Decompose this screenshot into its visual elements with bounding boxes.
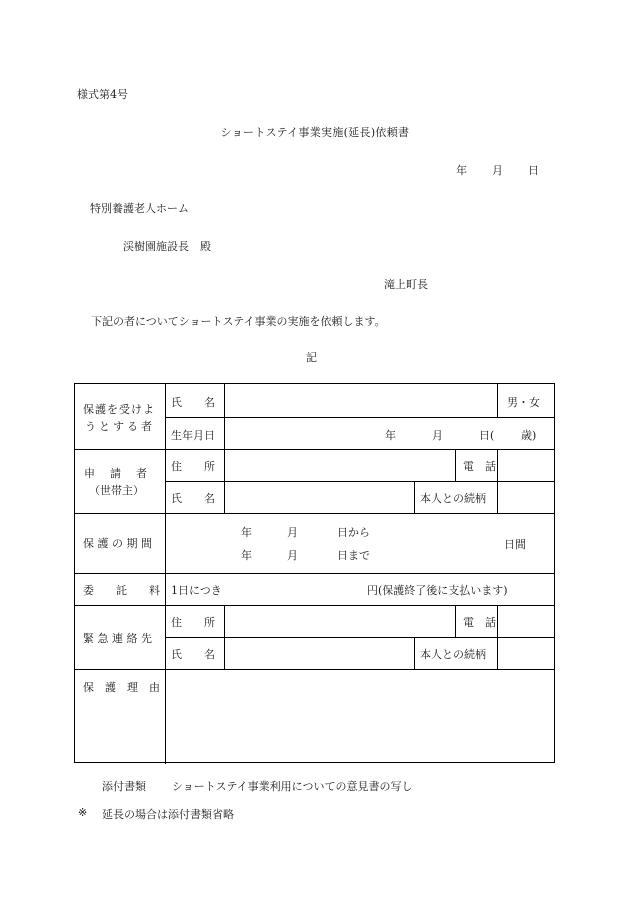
applicant-relation-label: 本人との続柄 [420, 492, 486, 505]
applicant-name-label: 氏 名 [171, 492, 215, 505]
sender-name: 滝上町長 [384, 278, 428, 291]
addressee-facility-type: 特別養護老人ホーム [90, 202, 189, 215]
period-end-year: 年 [241, 549, 252, 562]
recipient-birthdate-label: 生年月日 [171, 429, 215, 442]
applicant-phone-label: 電 話 [463, 460, 496, 473]
period-start-month: 月 [287, 526, 298, 539]
date-year-label: 年 [456, 164, 467, 177]
ki-heading: 記 [306, 351, 317, 364]
recipient-label-line1: 保護を受けよ [83, 403, 155, 416]
recipient-name-field[interactable] [225, 385, 496, 416]
form-number: 様式第4号 [77, 88, 128, 101]
applicant-label-line1: 申 請 者 [84, 467, 149, 480]
request-form-table [74, 383, 555, 763]
period-start-day: 日から [337, 526, 370, 539]
period-end-month: 月 [287, 549, 298, 562]
fee-amount-note: 円(保護終了後に支払います) [367, 584, 508, 597]
birth-day-label: 日( [479, 429, 495, 442]
reason-field[interactable] [167, 671, 553, 761]
period-label: 保 護 の 期 間 [83, 537, 152, 550]
applicant-address-label: 住 所 [171, 460, 215, 473]
applicant-address-field[interactable] [225, 450, 454, 481]
addressee-director: 渓樹園施設長 殿 [123, 240, 211, 253]
attachment-label: 添付書類 [102, 780, 146, 793]
date-month-label: 月 [492, 164, 503, 177]
note-text: 延長の場合は添付書類省略 [102, 808, 234, 821]
fee-per-day: 1日につき [171, 584, 222, 597]
birth-month-label: 月 [432, 429, 443, 442]
fee-label: 委 託 料 [83, 584, 160, 597]
reason-label: 保 護 理 由 [83, 681, 160, 694]
date-day-label: 日 [528, 164, 539, 177]
recipient-gender[interactable]: 男・女 [507, 396, 540, 409]
note-mark: ※ [78, 806, 88, 819]
birth-age-label: 歳) [521, 429, 537, 442]
period-days-label: 日間 [504, 538, 526, 551]
birth-year-label: 年 [385, 429, 396, 442]
emergency-contact-label: 緊 急 連 絡 先 [83, 632, 152, 645]
emergency-address-label: 住 所 [171, 616, 215, 629]
emergency-phone-label: 電 話 [463, 616, 496, 629]
period-end-day: 日まで [337, 549, 370, 562]
emergency-relation-label: 本人との続柄 [420, 648, 486, 661]
recipient-label-line2: うとする者 [85, 420, 155, 433]
request-statement: 下記の者についてショートステイ事業の実施を依頼します。 [91, 315, 386, 328]
attachment-text: ショートステイ事業利用についての意見書の写し [172, 780, 413, 793]
recipient-name-label: 氏 名 [171, 396, 215, 409]
document-title: ショートステイ事業実施(延長)依頼書 [220, 126, 410, 139]
applicant-label-line2: （世帯主） [89, 484, 144, 497]
period-start-year: 年 [241, 526, 252, 539]
emergency-name-label: 氏 名 [171, 648, 215, 661]
